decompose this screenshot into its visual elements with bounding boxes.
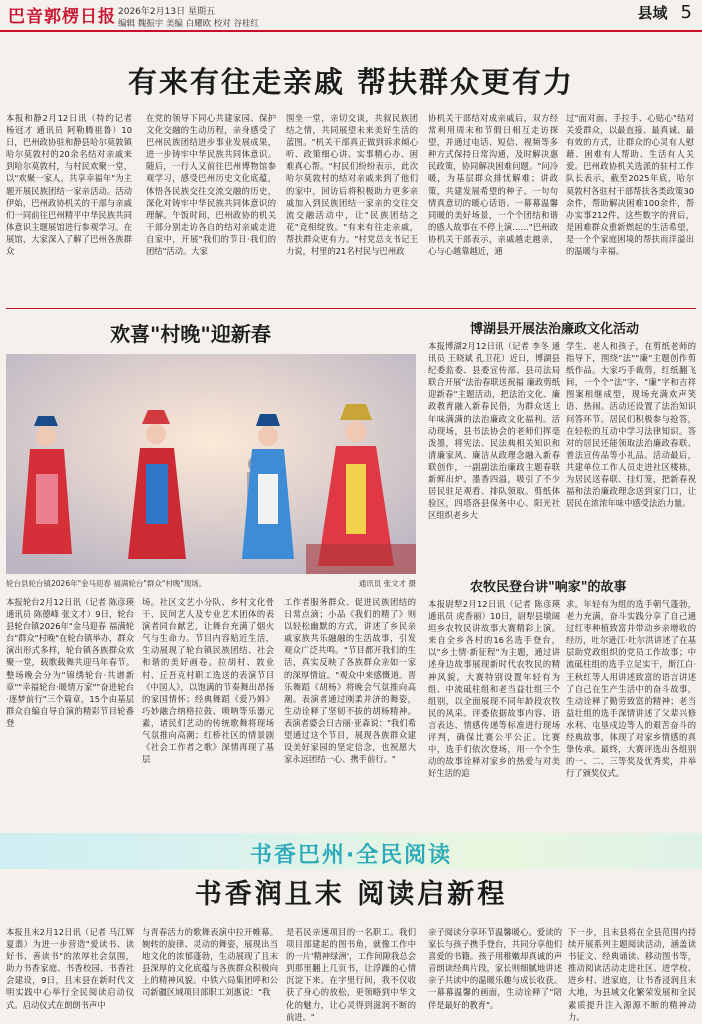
story2-col2: 场。社区文艺小分队、乡村文化骨干、民间艺人及专业艺术团体的表演者同台献艺，让舞台充满了烟火气与生命力。节目内容贴近生活，生动展现了轮台镇民族团结、社会和谐的美好画卷。拉胡村、敦业村、丘吾克村职工选送的表演节目《中国人》，以饱满的节奏舞出昂扬的家国情怀；经典舞蹈《爱乃姆》巧妙融合纳格拉鼓、唢呐等乐器元素，诸民们艺动的传统歌舞将现场气氛推向高潮；红桥社区的情景剧《社会工作者之歌》深情再现了基层 [142,597,274,765]
section-divider [6,308,696,309]
page-number: 5 [680,2,692,23]
photo-credit: 通讯员 张文才 摄 [358,579,416,588]
newspaper-logo: 巴音郭楞日报 [8,7,116,27]
story2-col3: 工作者服务群众、促进民族团结的日常点滴；小品《我们的精了》则以轻松幽默的方式，讲述了乡民亲戚家族共乐融融的生活故事，引发观众广泛共鸣。"节目都开我们的生活，真实反映了各族群众亲如一家的深厚情谊。"观众中来感慨道。晋乐舞蹈《胡杨》将晚会气氛推向高潮。表演者通过刚柔并济的舞姿，生动诠释了坚韧不拔的胡杨精神。表演者婆会日吉丽·亚森说："我们希望通过这个节目，展现各族群众建设美好家园的坚定信念，也祝愿大家永远团结一心、携手前行。" [284,597,416,765]
staff-line: 编辑 魏振宇 美编 白耀欧 校对 谷桂红 [118,19,260,29]
story4-headline: 农牧民登台讲"响家"的故事 [470,580,627,595]
story1-col2: 在党的领导下同心共建家园、保护文化交融的生动历程，亲身感受了巴州民族团结进步事业发展成果，进一步铸牢中华民族共同体意识。随后，一行人又前往巴州博物馆参观学习，感受巴州历史文化底蕴，体悟各民族交往交流交融的历史，深化对铸牢中华民族共同体意识的理解。午饭时间，巴州政协的机关干部分别走访各自的结对亲戚走进自家中，开展"我们的节日·我们的团结"活动。大家 [146,113,276,257]
story1-headline: 有来有往走亲戚 帮扶群众更有力 [127,65,575,99]
story5-col4: 亲子阅读分享环节温馨暖心。爱读的家长与孩子携手登台，共同分享他们喜爱的书籍。孩子用稚嫩却真诚的声音朗读经典片段，家长则细腻地讲述亲子共读中的温暖乐趣与成长收获。一幕幕温馨的画面，生动诠释了"陪伴是最好的教育"。 [428,927,562,1010]
story1-col3: 围坐一堂，亲切交谈，共叙民族团结之情，共同展望未来美好生活的蓝图。"机关干部真正做到诉求倾心听、政策细心讲、实事精心办、困难真心帮。"村民们纷纷表示，此次哈尔莫敦村的结对亲戚来到了他们的家中，回访后将积极助力更多亲戚加入到民族团结一家亲的交往交流交融活动中，让"民族团结之花"竞相绽放。"有来有往走亲戚，帮扶群众更有力。"村党总支书记王力说，村里的21名村民与巴州政 [286,113,418,257]
story1-col1: 本报和静2月12日讯（特约记者 杨冠才 通讯员 阿勒腾祖鲁）10日，巴州政协驻和静县哈尔莫敦镇哈尔莫敦村的20余名结对亲戚来到哈尔莫敦村，与村民欢聚一堂，以"欢聚一家人，共享幸福年"为主题开展民族团结一家亲活动。活动伊始，巴州政协机关的干部与亲戚们一同前往巴州精平中华民族共同体意识主题展馆进行参观学习。在展馆，大家深入了解了巴州各族群众 [6,113,132,257]
village-gala-photo [6,354,416,574]
story2-col1: 本报轮台2月12日讯（记者 陈彦瑛 通讯员 陈德峰 张文才）9日，轮台县轮台镇2026年"金马迎春 福满轮台"群众"村晚"在轮台镇举办，群众演出形式多样，轮台镇各族群众欢聚一堂，载歌载舞共迎马年春节。整场晚会分为"锦绣轮台·共谱新章""幸福轮台·暖情万家""奋进轮台·逐梦前行"三个篇章，15个由基层群众自编自导自演的精彩节目轮番登 [6,597,134,728]
stage-performers-image [6,354,416,574]
story5-col1: 本报且末2月12日讯（记者 马江辉 夏翡）为进一步营造"爱读书、读好书、善读书"的浓厚社会氛围，助力书香家庭、书香校园、书香社会建设，9日，且末县在新时代文明实践中心举行全民阅读启动仪式。启动仪式在朗朗书声中 [6,927,134,1010]
story5-headline: 书香润且末 阅读启新程 [194,879,508,910]
story3-headline: 博湖县开展法治廉政文化活动 [470,322,640,337]
masthead-rule [0,30,702,32]
section-header [637,2,692,23]
reading-banner-title: 书香巴州·全民阅读 [249,843,453,868]
story4-col2: 求。年轻有为组的选手朝气蓬勃，老力充满，奋斗实践分享了自己通过红枣种植致富并带动乡亲增收的经历，吐尔逊江·吐尔洪讲述了在基层助党政组织的党员工作故事；中流砥柱组的选手立足实干，斯江白·王秋红等人用讲述致富的语言讲述了自己在生产生活中的奋斗故事，生动诠释了勤劳致富的精神；老当益壮组的选手深情讲述了父辈兴修水利、屯垦戍边等人的艰苦奋斗的经典故事，体现了对家乡情感的真挚传承。最终，大赛评选出各组别的一、二、三等奖及优秀奖，并举行了颁奖仪式。 [566,599,696,779]
story5-col5: 下一步，且末县将在全县范围内持续开展系列主题阅读活动，涵盖读书征文、经典诵读、移动图书等，推动阅读活动走进社区、进学校、进乡村、进家庭，让书香浸润且末大地，为县域文化繁荣发展和全民素质提升注入源源不断的精神动力。 [568,927,696,1022]
issue-date: 2026年2月13日 星期五 [118,7,215,17]
story5-col3: 是若民亲速项目的一名职工。我们项目部建起的图书角，就像工作中的一片'精神绿洲'，工作间隙我总会到那里翻上几页书，让浮躁的心情沉淀下来。在字里行间，我不仅收获了身心的放松，更领略到中华文化的魅力，让心灵得到滋润不断的前进。" [286,927,416,1022]
photo-caption: 轮台县轮台镇2026年"金马迎春 福满轮台"群众"村晚"现场。 [6,579,207,588]
story3-col1: 本报博湖2月12日讯（记者 李冬 通讯员 王晓斌 孔卫花）近日，博湖县纪委监委、县委宣传部、县司法局联合开展"法治春联送祝福 廉政剪纸迎新春"主题活动，把法治文化、廉政教育融入新春民俗，为群众送上年味满满的法治廉政文化福利。活动现场，县书法协会的老师们挥毫泼墨，将宪法、民法典相关知识和清廉家风、廉洁从政理念融入新春联创作，一副副法治廉政主题春联新鲜出炉。墨香四溢，吸引了不少居民驻足观看、排队领取。剪纸体验区，四塔洛县保务中心、阳光社区组织老乡大 [428,341,560,521]
story2-headline: 欢喜"村晚"迎新春 [110,322,271,346]
story5-col2: 与青春活力的歌舞表演中拉开帷幕。婉转的旋律、灵动的舞姿，展现出当地文化的浓郁蓬勃，生动展现了且末县深厚的文化底蕴与各族群众积极向上的精神风貌。中铁六局集团呼和公司新疆区域项目部职工刘惠说："我 [142,927,278,998]
story1-col5: 过"面对面、手拉手、心贴心"结对关爱群众，以最直接、最真诚、最有效的方式，让群众的心灵有人慰藉、困难有人帮助、生活有人关爱。巴州政协机关选派的驻村工作队长表示，截至2025年底，哈尔莫敦村各驻村干部帮扶各类政策30余件，帮助解决困难100余件，帮办实事212件。这些数字的背后，是困难群众重新燃起的生活希望，是一个个家庭困境的帮扶而洋溢出的温暖与幸福。 [566,113,694,257]
story4-col1: 本报尉犁2月12日讯（记者 陈彦瑛 通讯员 虎香丽）10日，尉犁县墩阔坦乡农牧民讲故事大赛精彩上演。来自全乡各村的16名选手登台，以"乡土情·新征程"为主题，通过讲述身边故事展现新时代农牧民的精神风貌。大赛特别设置年轻有为组、中流砥柱组和老当益壮组三个组别，以全面展现不同年龄段农牧民的风采。评委依据故事内容、语言表达、情感传递等标准进行现场评判，确保比赛公平公正。比赛中，选手们依次登场，用一个个生动的故事诠释对家乡的热爱与对美好生活的追 [428,599,560,779]
story3-col2: 学生、老人和孩子，在剪纸老师的指导下，围绕"法""廉"主题创作剪纸作品。大家巧手裁剪，红纸翻飞间，一个个"法"字、"廉"字和吉祥图案相继成型，现场充满欢声笑语、热闹。活动还设置了法治知识问答环节。居民们积极参与抢答，在轻松的互动中学习法律知识。答对的居民还能领取法治廉政春联、普法宣传品等小礼品。活动最后，共建单位工作人员走进社区楼栋，为居民送春联、挂灯笼，把新春祝福和法治廉政理念送到家门口，让居民在浓浓年味中感受法治力量。 [566,341,696,509]
story1-col4: 协机关干部结对成亲戚后，双方经常利用周末和节假日相互走访探望，并通过电话、短信、视频等多种方式保持日常沟通，及时解决惠民政策，协同解决困难问题。"问冷暖，为基层群众排忧解难；讲政策，共建发展希望的种子。一句句情真意切的暖心话语、一幕幕温馨同暖的美好场景，一个个团结和谐的感人故事在不停上演……"巴州政协机关干部表示，亲戚越走越亲，心与心越靠越近，通 [428,113,558,257]
section-name: 县域 [637,4,668,22]
